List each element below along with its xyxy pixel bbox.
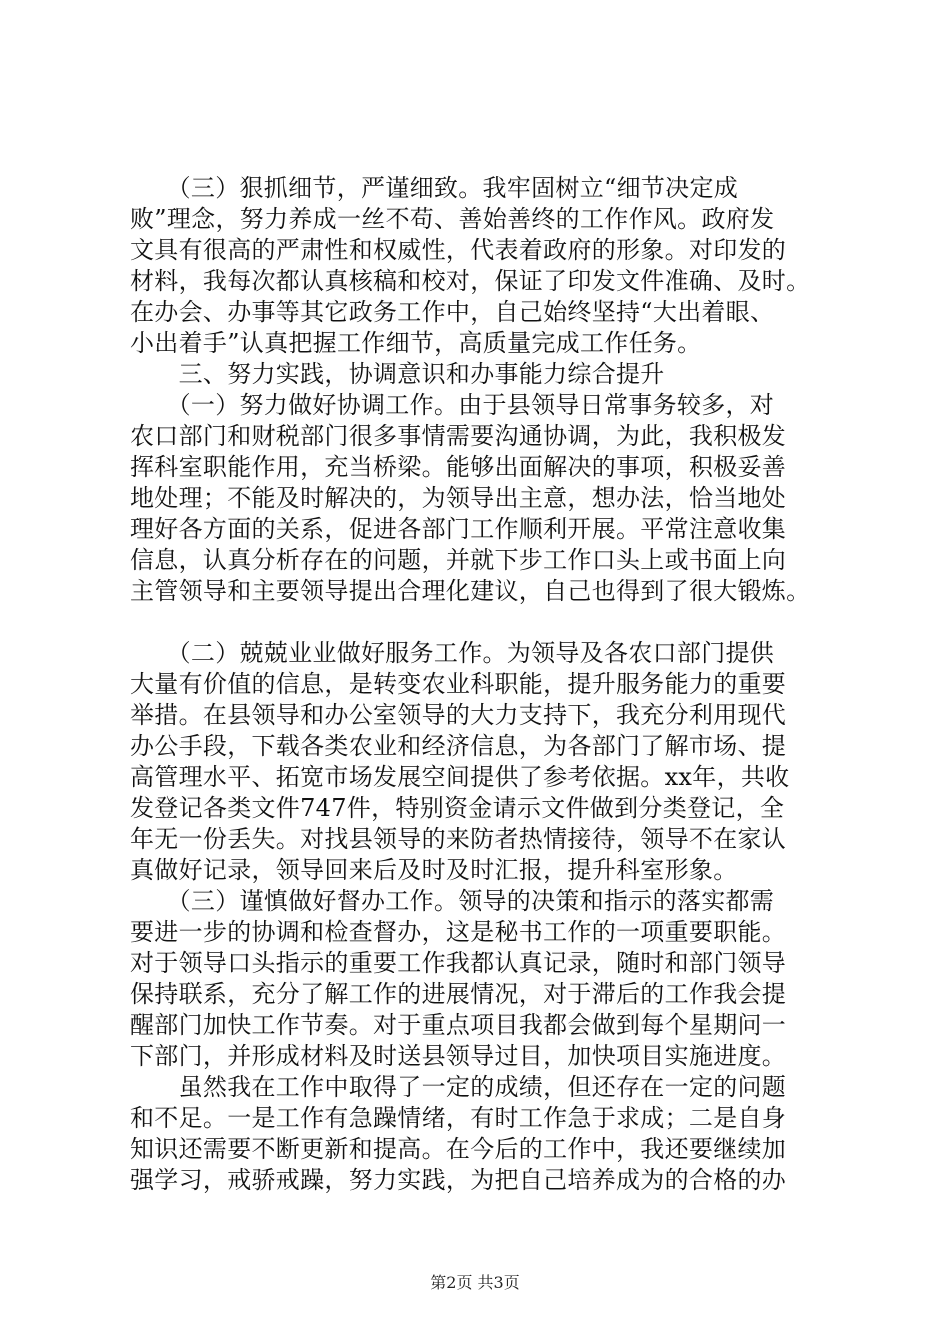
text-line: 信息，认真分析存在的问题，并就下步工作口头上或书面上向 — [130, 546, 787, 574]
text-line: 挥科室职能作用，充当桥梁。能够出面解决的事项，积极妥善 — [130, 453, 787, 481]
text-line: （三）狠抓细节，严谨细致。我牢固树立“细节决定成 — [130, 174, 739, 202]
text-line: 材料，我每次都认真核稿和校对，保证了印发文件准确、及时。 — [130, 267, 811, 295]
document-body — [130, 173, 850, 1196]
text-line: 醒部门加快工作节奏。对于重点项目我都会做到每个星期问一 — [130, 1011, 787, 1039]
text-line: 高管理水平、拓宽市场发展空间提供了参考依据。xx年，共收 — [130, 763, 790, 791]
text-line: （三）谨慎做好督办工作。领导的决策和指示的落实都需 — [130, 887, 775, 915]
text-line: 真做好记录，领导回来后及时及时汇报，提升科室形象。 — [130, 856, 738, 884]
text-line: 办公手段，下载各类农业和经济信息，为各部门了解市场、提 — [130, 732, 787, 760]
text-line: 大量有价值的信息，是转变农业科职能，提升服务能力的重要 — [130, 670, 787, 698]
text-line: 主管领导和主要领导提出合理化建议，自己也得到了很大锻炼。 — [130, 577, 811, 605]
text-line: 理好各方面的关系，促进各部门工作顺利开展。平常注意收集 — [130, 515, 787, 543]
text-line: 在办会、办事等其它政务工作中，自己始终坚持“大出着眼、 — [130, 298, 775, 326]
page-footer: 第2页 共3页 — [430, 1273, 520, 1292]
text-line: 要进一步的协调和检查督办，这是秘书工作的一项重要职能。 — [130, 918, 787, 946]
paragraph-gap — [130, 607, 850, 638]
text-line: 发登记各类文件747件，特别资金请示文件做到分类登记，全 — [130, 794, 785, 822]
text-line: 下部门，并形成材料及时送县领导过目，加快项目实施进度。 — [130, 1042, 787, 1070]
text-line: 年无一份丢失。对找县领导的来防者热情接待，领导不在家认 — [130, 825, 787, 853]
text-line: （一）努力做好协调工作。由于县领导日常事务较多，对 — [130, 391, 775, 419]
text-line: 对于领导口头指示的重要工作我都认真记录，随时和部门领导 — [130, 949, 787, 977]
text-line: 三、努力实践，协调意识和办事能力综合提升 — [130, 360, 665, 388]
text-line: （二）兢兢业业做好服务工作。为领导及各农口部门提供 — [130, 639, 775, 667]
text-line: 知识还需要不断更新和提高。在今后的工作中，我还要继续加 — [130, 1135, 787, 1163]
text-line: 地处理；不能及时解决的，为领导出主意，想办法，恰当地处 — [130, 484, 787, 512]
text-line: 虽然我在工作中取得了一定的成绩，但还存在一定的问题 — [130, 1073, 787, 1101]
text-line: 保持联系，充分了解工作的进展情况，对于滞后的工作我会提 — [130, 980, 787, 1008]
text-line: 小出着手”认真把握工作细节，高质量完成工作任务。 — [130, 329, 702, 357]
text-line: 和不足。一是工作有急躁情绪，有时工作急于求成；二是自身 — [130, 1104, 787, 1132]
text-line: 败”理念，努力养成一丝不苟、善始善终的工作作风。政府发 — [130, 205, 775, 233]
text-line: 农口部门和财税部门很多事情需要沟通协调，为此，我积极发 — [130, 422, 787, 450]
text-line: 举措。在县领导和办公室领导的大力支持下，我充分利用现代 — [130, 701, 787, 729]
text-line: 强学习，戒骄戒躁，努力实践，为把自己培养成为的合格的办 — [130, 1166, 787, 1194]
text-line: 文具有很高的严肃性和权威性，代表着政府的形象。对印发的 — [130, 236, 787, 264]
